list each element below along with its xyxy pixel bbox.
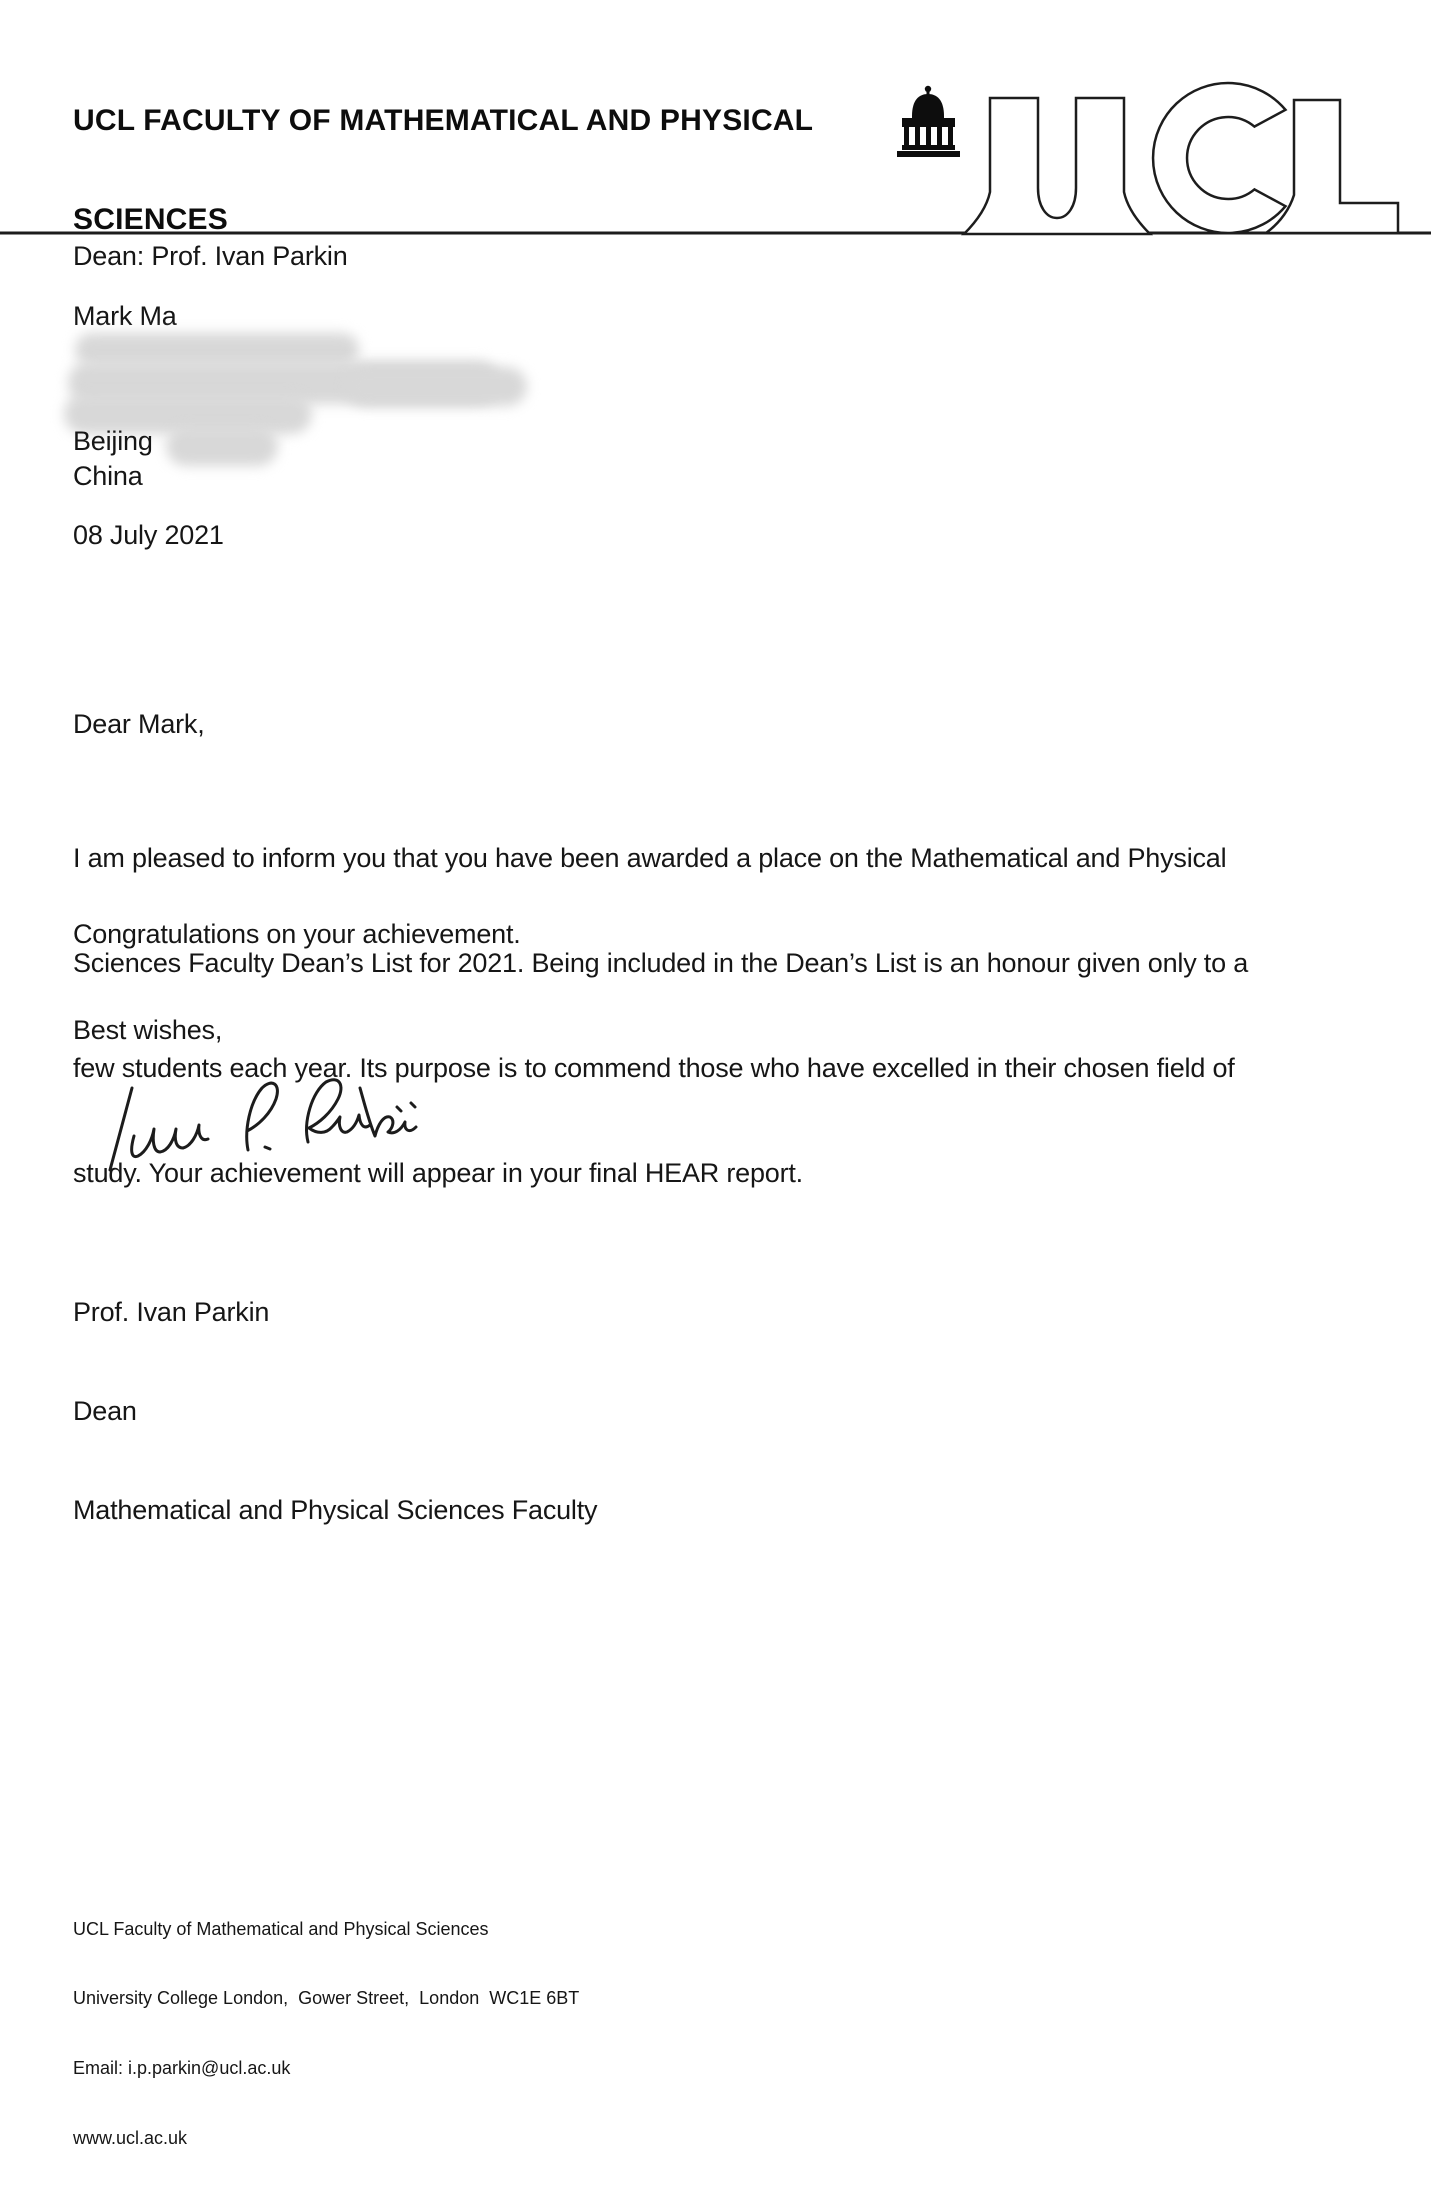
footer-email-line: Email: i.p.parkin@ucl.ac.uk [73,2058,291,2079]
signoff-faculty: Mathematical and Physical Sciences Faculty [73,1495,598,1525]
recipient-city: Beijing [73,426,153,456]
congratulations-line: Congratulations on your achievement. [73,919,521,949]
dean-line: Dean: Prof. Ivan Parkin [73,241,348,271]
letter-footer [73,1871,579,2197]
faculty-title-line2: SCIENCES [73,203,228,236]
ucl-logo-letters [964,83,1398,234]
logo-letter-u [964,98,1150,234]
paragraph-line: I am pleased to inform you that you have been awarded a place on the Mathematical and Physical [73,843,1227,873]
footer-org-line: UCL Faculty of Mathematical and Physical Sciences [73,1918,489,1939]
paragraph-line: few students each year. Its purpose is to commend those who have excelled in their chosen field of [73,1053,1235,1083]
letter-date: 08 July 2021 [73,520,224,550]
portico-icon [897,86,960,157]
faculty-title-line1: UCL FACULTY OF MATHEMATICAL AND PHYSICAL [73,104,814,137]
closing-line: Best wishes, [73,1015,223,1045]
paragraph-line: study. Your achievement will appear in your final HEAR report. [73,1158,803,1188]
logo-letter-l [1266,100,1398,233]
recipient-country: China [73,461,143,491]
handwritten-signature [98,1078,428,1178]
salutation: Dear Mark, [73,709,205,739]
blur-blob [345,367,527,406]
footer-website-line: www.ucl.ac.uk [73,2128,188,2149]
signoff-block [73,1230,597,1593]
blur-blob [166,426,278,466]
footer-address-line: University College London, Gower Street, London WC1E 6BT [73,1988,580,2009]
logo-letter-c [1153,83,1285,233]
body-paragraph [73,771,1248,1261]
recipient-name: Mark Ma [73,301,177,331]
signoff-role: Dean [73,1396,137,1426]
signoff-name: Prof. Ivan Parkin [73,1297,270,1327]
paragraph-line: Sciences Faculty Dean’s List for 2021. Being included in the Dean’s List is an honour given only to a [73,948,1249,978]
